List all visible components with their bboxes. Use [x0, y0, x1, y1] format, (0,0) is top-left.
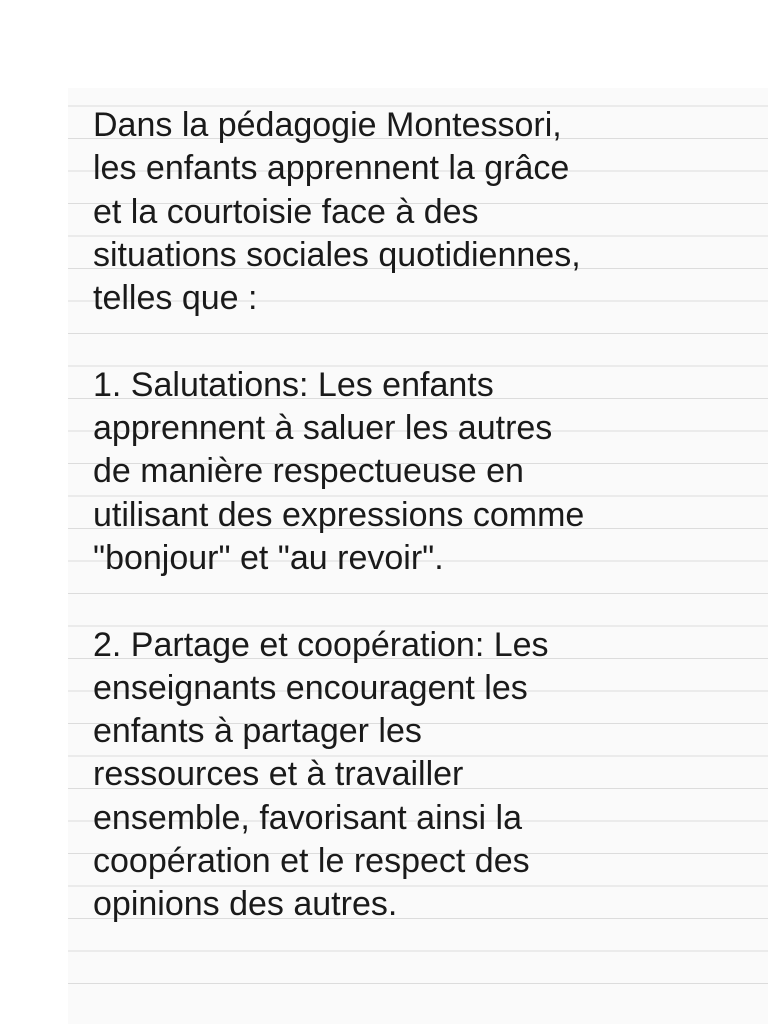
- text-line: situations sociales quotidiennes,: [93, 235, 581, 274]
- text-line: telles que :: [93, 279, 258, 318]
- text-line: les enfants apprennent la grâce: [93, 149, 570, 188]
- salutations-paragraph: [93, 364, 733, 580]
- partage-paragraph: [93, 624, 733, 927]
- text-line: ressources et à travailler: [93, 755, 464, 794]
- text-line: Dans la pédagogie Montessori,: [93, 106, 562, 144]
- text-line: coopération et le respect des: [93, 842, 530, 881]
- text-line: 1. Salutations: Les enfants: [93, 365, 494, 404]
- text-line: enseignants encouragent les: [93, 668, 528, 707]
- text-line: apprennent à saluer les autres: [93, 409, 553, 448]
- text-line: 2. Partage et coopération: Les: [93, 625, 549, 664]
- note-text: [93, 104, 733, 927]
- intro-paragraph: [93, 104, 733, 320]
- text-line: "bonjour" et "au revoir".: [93, 538, 444, 577]
- text-line: enfants à partager les: [93, 712, 422, 751]
- text-line: opinions des autres.: [93, 885, 398, 924]
- text-line: utilisant des expressions comme: [93, 495, 585, 534]
- text-line: de manière respectueuse en: [93, 452, 524, 491]
- text-line: et la courtoisie face à des: [93, 192, 479, 231]
- text-line: ensemble, favorisant ainsi la: [93, 798, 523, 837]
